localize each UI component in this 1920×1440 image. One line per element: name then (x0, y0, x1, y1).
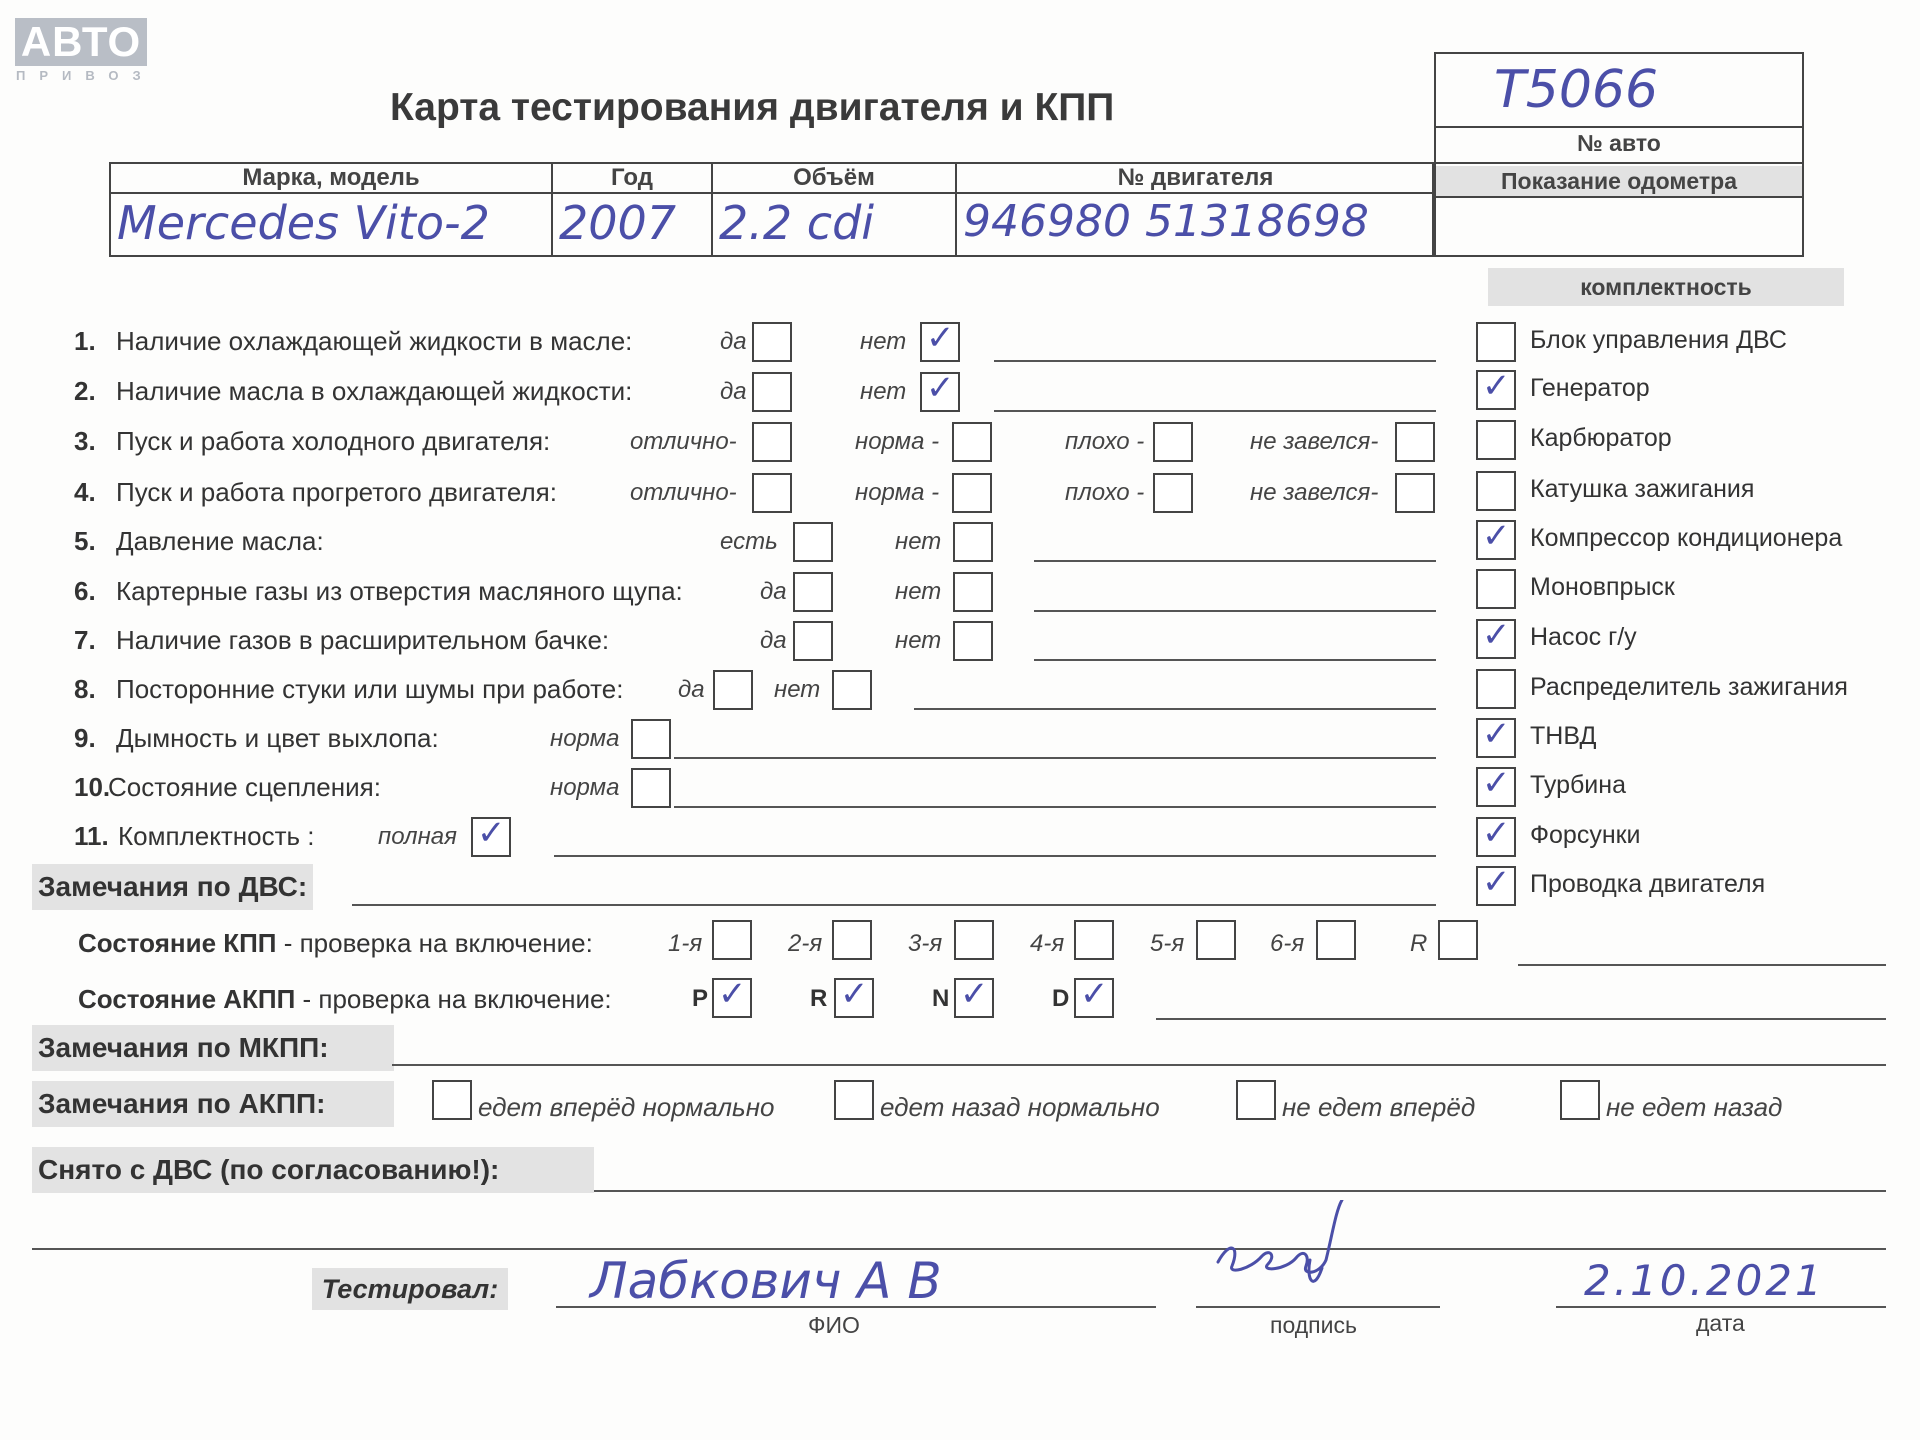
avto-privoz-logo: АВТО (15, 18, 147, 66)
logo-subtitle: ПРИВОЗ (16, 68, 155, 83)
question-number-5: 5. (74, 526, 96, 556)
komplektnost-checkbox-0[interactable] (1476, 322, 1516, 362)
question-number-6: 6. (74, 576, 96, 606)
question-6-notes-line[interactable] (1034, 610, 1436, 612)
tested-label: Тестировал: (312, 1268, 508, 1310)
question-6-checkbox[interactable] (793, 572, 833, 612)
check-mark-icon: ✓ (1482, 715, 1511, 753)
akpp-remarks-line[interactable] (1156, 1018, 1886, 1020)
akpp-gear-label: P (692, 985, 709, 1012)
question-4-option-label: отлично- (630, 479, 737, 506)
akpp-remark-checkbox-0[interactable] (432, 1080, 472, 1120)
remarks-mkpp-line[interactable] (392, 1064, 1886, 1066)
question-text-4: Пуск и работа прогретого двигателя: (116, 477, 557, 507)
question-6-option-label: нет (895, 578, 942, 605)
question-7-option-label: нет (895, 627, 942, 654)
check-mark-icon: ✓ (718, 975, 747, 1013)
fio-line[interactable] (556, 1306, 1156, 1308)
komplektnost-item-7: Распределитель зажигания (1530, 673, 1848, 701)
akpp-gear-checkbox-3[interactable] (1074, 975, 1114, 1018)
question-11-notes-line[interactable] (554, 855, 1436, 857)
check-mark-icon: ✓ (926, 319, 955, 357)
akpp-remark-label-3: не едет назад (1606, 1092, 1783, 1122)
question-11-option-label: полная (378, 823, 457, 850)
odometer-field[interactable] (1436, 198, 1802, 255)
vehicle-info-table (109, 162, 1434, 257)
make-model-value: Mercedes Vito-2 (117, 196, 490, 250)
vehicle-number-label: № авто (1577, 130, 1661, 156)
question-4-checkbox[interactable] (1395, 473, 1435, 513)
check-mark-icon: ✓ (1482, 764, 1511, 802)
akpp-remark-label-0: едет вперёд нормально (478, 1092, 775, 1122)
year-value: 2007 (559, 196, 677, 250)
question-2-notes-line[interactable] (994, 410, 1436, 412)
question-9-option-label: норма (550, 725, 620, 752)
year-cell[interactable] (553, 194, 713, 255)
odometer-label: Показание одометра (1436, 166, 1802, 196)
komplektnost-item-4: Компрессор кондиционера (1530, 524, 1843, 552)
kpp-gear-checkbox-4[interactable] (1196, 920, 1236, 960)
komplektnost-item-9: Турбина (1530, 771, 1626, 799)
header-make-model: Марка, модель (111, 164, 553, 194)
remarks-akpp-label: Замечания по АКПП: (32, 1081, 394, 1127)
kpp-gear-label: 2-я (788, 930, 823, 957)
check-mark-icon: ✓ (477, 814, 506, 852)
question-1-checkbox[interactable] (752, 322, 792, 362)
question-number-4: 4. (74, 477, 96, 507)
akpp-gear-checkbox-0[interactable] (712, 975, 752, 1018)
question-7-notes-line[interactable] (1034, 659, 1436, 661)
komplektnost-header: комплектность (1488, 268, 1844, 306)
question-5-notes-line[interactable] (1034, 560, 1436, 562)
kpp-gear-checkbox-6[interactable] (1438, 920, 1478, 960)
question-text-9: Дымность и цвет выхлопа: (116, 723, 439, 753)
komplektnost-checkbox-4[interactable] (1476, 517, 1516, 560)
question-3-option-label: отлично- (630, 428, 737, 455)
check-mark-icon: ✓ (1080, 975, 1109, 1013)
removed-label: Снято с ДВС (по согласованию!): (32, 1147, 594, 1193)
question-4-checkbox[interactable] (1153, 473, 1193, 513)
question-7-checkbox[interactable] (953, 621, 993, 661)
question-3-option-label: норма - (855, 428, 940, 455)
komplektnost-checkbox-2[interactable] (1476, 420, 1516, 460)
question-number-2: 2. (74, 376, 96, 406)
akpp-remark-checkbox-3[interactable] (1560, 1080, 1600, 1120)
question-3-option-label: плохо - (1065, 428, 1145, 455)
remarks-mkpp-label: Замечания по МКПП: (32, 1025, 394, 1071)
komplektnost-item-2: Карбюратор (1530, 424, 1672, 452)
kpp-gear-label: 3-я (908, 930, 943, 957)
question-1-notes-line[interactable] (994, 360, 1436, 362)
question-3-checkbox[interactable] (952, 422, 992, 462)
question-number-1: 1. (74, 326, 96, 356)
question-text-6: Картерные газы из отверстия масляного щупа: (116, 576, 683, 606)
check-mark-icon: ✓ (926, 369, 955, 407)
komplektnost-checkbox-3[interactable] (1476, 471, 1516, 511)
question-4-checkbox[interactable] (752, 473, 792, 513)
akpp-gear-checkbox-2[interactable] (954, 975, 994, 1018)
question-number-11: 11. (74, 821, 109, 851)
komplektnost-checkbox-10[interactable] (1476, 814, 1516, 857)
check-mark-icon: ✓ (1482, 814, 1511, 852)
kpp-gear-label: 5-я (1150, 930, 1185, 957)
akpp-gear-label: R (810, 985, 828, 1012)
question-8-notes-line[interactable] (914, 708, 1436, 710)
removed-line[interactable] (594, 1190, 1886, 1192)
question-2-option-label: нет (860, 378, 907, 405)
question-4-option-label: не завелся- (1250, 479, 1379, 506)
komplektnost-item-11: Проводка двигателя (1530, 870, 1766, 898)
kpp-gear-checkbox-1[interactable] (832, 920, 872, 960)
question-8-option-label: нет (774, 676, 821, 703)
kpp-gear-label: 6-я (1270, 930, 1305, 957)
komplektnost-checkbox-8[interactable] (1476, 715, 1516, 758)
question-8-checkbox[interactable] (713, 670, 753, 710)
komplektnost-item-6: Насос г/у (1530, 623, 1637, 651)
question-5-checkbox[interactable] (793, 522, 833, 562)
kpp-label: Состояние КПП - проверка на включение: (78, 928, 593, 958)
question-10-checkbox[interactable] (631, 768, 671, 808)
check-mark-icon: ✓ (840, 975, 869, 1013)
akpp-remark-label-1: едет назад нормально (880, 1092, 1160, 1122)
fio-caption: ФИО (808, 1312, 860, 1338)
date-caption: дата (1696, 1310, 1745, 1336)
check-mark-icon: ✓ (1482, 367, 1511, 405)
kpp-gear-label: 4-я (1030, 930, 1065, 957)
akpp-gear-label: D (1052, 985, 1070, 1012)
check-mark-icon: ✓ (1482, 616, 1511, 654)
make-model-cell[interactable] (111, 194, 553, 255)
question-text-3: Пуск и работа холодного двигателя: (116, 426, 551, 456)
question-11-checkbox[interactable] (471, 814, 511, 857)
signature-caption: подпись (1270, 1312, 1357, 1338)
akpp-label: Состояние АКПП - проверка на включение: (78, 984, 612, 1014)
komplektnost-item-3: Катушка зажигания (1530, 475, 1755, 503)
question-text-11: Комплектность : (118, 821, 315, 851)
check-mark-icon: ✓ (1482, 517, 1511, 555)
question-4-option-label: норма - (855, 479, 940, 506)
page-title: Карта тестирования двигателя и КПП (390, 86, 1115, 129)
question-9-checkbox[interactable] (631, 719, 671, 759)
question-text-2: Наличие масла в охлаждающей жидкости: (116, 376, 633, 406)
kpp-gear-label: 1-я (668, 930, 703, 957)
question-5-checkbox[interactable] (953, 522, 993, 562)
akpp-gear-label: N (932, 985, 950, 1012)
removed-line-2[interactable] (32, 1248, 1886, 1250)
question-1-option-label: нет (860, 328, 907, 355)
question-1-option-label: да (720, 328, 747, 355)
komplektnost-item-5: Моновпрыск (1530, 573, 1675, 601)
tester-name: Лабкович А В (590, 1252, 942, 1310)
question-2-checkbox[interactable] (920, 369, 960, 412)
question-3-checkbox[interactable] (1395, 422, 1435, 462)
question-5-option-label: есть (720, 528, 778, 555)
question-4-checkbox[interactable] (952, 473, 992, 513)
remarks-dvs-line[interactable] (352, 904, 1436, 906)
komplektnost-item-1: Генератор (1530, 374, 1650, 402)
komplektnost-checkbox-7[interactable] (1476, 669, 1516, 709)
komplektnost-checkbox-5[interactable] (1476, 569, 1516, 609)
kpp-gear-checkbox-0[interactable] (712, 920, 752, 960)
question-text-7: Наличие газов в расширительном бачке: (116, 625, 610, 655)
kpp-gear-checkbox-5[interactable] (1316, 920, 1356, 960)
komplektnost-checkbox-9[interactable] (1476, 764, 1516, 807)
question-8-checkbox[interactable] (832, 670, 872, 710)
volume-cell[interactable] (713, 194, 957, 255)
komplektnost-item-0: Блок управления ДВС (1530, 326, 1787, 354)
kpp-gear-label: R (1410, 930, 1428, 957)
question-10-option-label: норма (550, 774, 620, 801)
question-6-option-label: да (760, 578, 787, 605)
question-5-option-label: нет (895, 528, 942, 555)
date-line[interactable] (1556, 1306, 1886, 1308)
kpp-gear-checkbox-3[interactable] (1074, 920, 1114, 960)
question-number-9: 9. (74, 723, 96, 753)
question-10-notes-line[interactable] (674, 806, 1436, 808)
question-1-checkbox[interactable] (920, 319, 960, 362)
question-3-option-label: не завелся- (1250, 428, 1379, 455)
remarks-dvs-label: Замечания по ДВС: (32, 864, 313, 910)
question-8-option-label: да (678, 676, 705, 703)
question-number-10: 10. (74, 772, 111, 802)
engine-number-cell[interactable] (957, 194, 1434, 255)
akpp-remark-label-2: не едет вперёд (1282, 1092, 1476, 1122)
question-text-1: Наличие охлаждающей жидкости в масле: (116, 326, 633, 356)
kpp-remarks-line[interactable] (1518, 964, 1886, 966)
header-engine-number: № двигателя (957, 164, 1434, 194)
engine-number-value: 946980 51318698 (963, 196, 1369, 247)
question-3-checkbox[interactable] (752, 422, 792, 462)
question-6-checkbox[interactable] (953, 572, 993, 612)
vehicle-number-value: T5066 (1494, 60, 1659, 120)
kpp-gear-checkbox-2[interactable] (954, 920, 994, 960)
question-number-3: 3. (74, 426, 96, 456)
signature-line[interactable] (1196, 1306, 1440, 1308)
header-volume: Объём (713, 164, 957, 194)
question-7-option-label: да (760, 627, 787, 654)
question-text-8: Посторонние стуки или шумы при работе: (116, 674, 624, 704)
question-4-option-label: плохо - (1065, 479, 1145, 506)
question-7-checkbox[interactable] (793, 621, 833, 661)
signature-image (1210, 1200, 1360, 1300)
question-9-notes-line[interactable] (674, 757, 1436, 759)
check-mark-icon: ✓ (960, 975, 989, 1013)
question-2-option-label: да (720, 378, 747, 405)
question-3-checkbox[interactable] (1153, 422, 1193, 462)
vehicle-number-box (1434, 52, 1804, 257)
komplektnost-item-8: ТНВД (1530, 722, 1597, 750)
test-date: 2.10.2021 (1584, 1256, 1825, 1305)
akpp-gear-checkbox-1[interactable] (834, 975, 874, 1018)
komplektnost-checkbox-1[interactable] (1476, 367, 1516, 410)
question-text-5: Давление масла: (116, 526, 324, 556)
komplektnost-checkbox-6[interactable] (1476, 616, 1516, 659)
question-number-8: 8. (74, 674, 96, 704)
check-mark-icon: ✓ (1482, 863, 1511, 901)
question-2-checkbox[interactable] (752, 372, 792, 412)
akpp-remark-checkbox-1[interactable] (834, 1080, 874, 1120)
question-number-7: 7. (74, 625, 96, 655)
header-year: Год (553, 164, 713, 194)
volume-value: 2.2 cdi (719, 196, 875, 250)
question-text-10: Состояние сцепления: (108, 772, 381, 802)
komplektnost-checkbox-11[interactable] (1476, 863, 1516, 906)
akpp-remark-checkbox-2[interactable] (1236, 1080, 1276, 1120)
komplektnost-item-10: Форсунки (1530, 821, 1641, 849)
